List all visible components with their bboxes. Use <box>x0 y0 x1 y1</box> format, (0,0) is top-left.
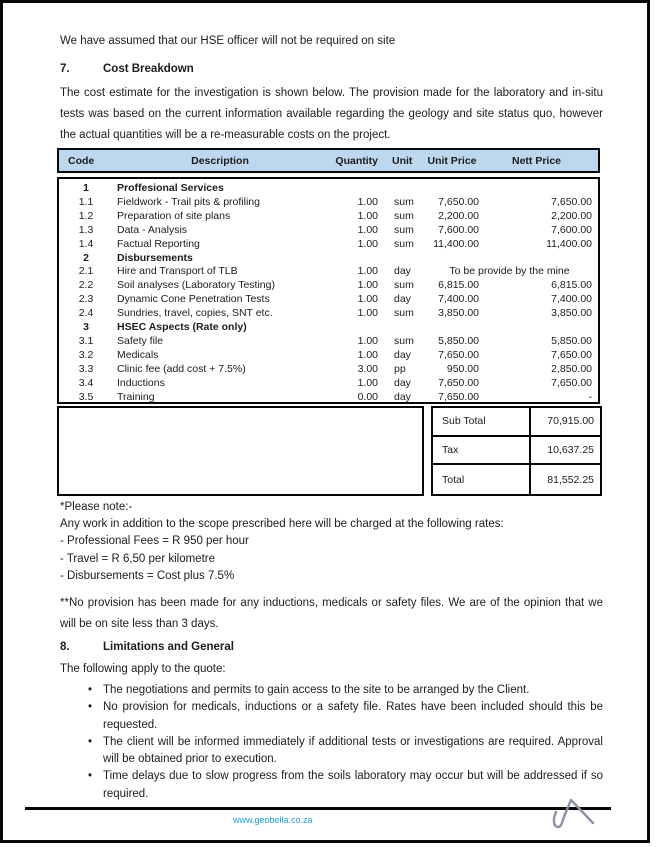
cost-table-header <box>57 148 600 173</box>
cell-code: 3.2 <box>78 348 94 361</box>
cell-nett-price <box>479 321 594 335</box>
cell-description: Proffesional Services <box>117 182 224 194</box>
cell-unit <box>378 321 425 335</box>
column-header-nett-price: Nett Price <box>511 154 562 167</box>
totals-row <box>433 465 600 494</box>
cell-nett-price: - <box>588 390 592 403</box>
column-header-code: Code <box>68 154 95 167</box>
cell-quantity <box>327 321 378 335</box>
cell-unit-price <box>425 321 479 335</box>
cell-description: Sundries, travel, copies, SNT etc. <box>117 307 273 320</box>
cell-unit-price: 11,400.00 <box>433 237 479 250</box>
cell-quantity: 1.00 <box>357 209 378 222</box>
column-header-description: Description <box>191 154 249 167</box>
cell-description: Data - Analysis <box>117 223 188 236</box>
cell-unit-price: 7,600.00 <box>438 223 479 236</box>
totals-label: Tax <box>433 437 531 464</box>
table-row <box>59 182 598 196</box>
cell-nett-price <box>479 252 594 266</box>
cell-nett-price: 3,850.00 <box>551 307 592 320</box>
table-row <box>59 238 598 252</box>
section-7-title: Cost Breakdown <box>103 63 194 75</box>
cell-unit: day <box>394 376 411 389</box>
column-header-unit: Unit <box>392 154 413 167</box>
table-row <box>59 196 598 210</box>
rate-line: - Disbursements = Cost plus 7.5% <box>60 569 235 582</box>
cell-quantity <box>327 182 378 196</box>
cell-description: Clinic fee (add cost + 7.5%) <box>117 362 246 375</box>
cell-quantity: 1.00 <box>357 376 378 389</box>
cell-description: Factual Reporting <box>117 237 200 250</box>
section-8-number: 8. <box>60 641 70 653</box>
table-row <box>59 307 598 321</box>
cell-description: Soil analyses (Laboratory Testing) <box>117 279 275 292</box>
section-8-heading <box>60 641 603 653</box>
cell-description: Preparation of site plans <box>117 209 231 222</box>
cell-unit-price: 7,400.00 <box>438 293 479 306</box>
cell-description: Fieldwork - Trail pits & profiling <box>117 195 260 208</box>
cell-nett-price: 7,650.00 <box>551 195 592 208</box>
cell-code: 3.4 <box>78 376 94 389</box>
cell-unit: day <box>394 348 411 361</box>
limitation-bullet: • The client will be informed immediately if additional tests or investigations are required. Approval will be obtained prior to execution. <box>60 734 603 769</box>
provision-note: **No provision has been made for any inductions, medicals or safety files. We are of the opinion that we will be on site less than 3 days. <box>60 597 603 630</box>
table-row <box>59 224 598 238</box>
intro-note: We have assumed that our HSE officer will not be required on site <box>60 35 396 47</box>
cell-nett-price: 7,650.00 <box>551 376 592 389</box>
section-7-number: 7. <box>60 63 70 75</box>
cell-code: 3.1 <box>78 334 94 347</box>
cell-unit: day <box>394 390 411 403</box>
cell-description: Disbursements <box>117 251 193 264</box>
totals-label: Sub Total <box>433 408 531 435</box>
cell-nett-price: 6,815.00 <box>551 279 592 292</box>
please-note-block <box>60 499 603 585</box>
cell-unit: sum <box>394 195 414 208</box>
cost-table-empty-box <box>57 406 424 496</box>
table-row <box>59 321 598 335</box>
limitation-bullet: • The negotiations and permits to gain access to the site to be arranged by the Client. <box>60 682 603 699</box>
cell-nett-price: 2,200.00 <box>551 209 592 222</box>
totals-row <box>433 408 600 437</box>
rates-list <box>60 533 603 585</box>
table-row <box>59 279 598 293</box>
cell-code: 2 <box>83 251 89 264</box>
cell-code: 1.3 <box>78 223 94 236</box>
table-row <box>59 293 598 307</box>
cell-description: HSEC Aspects (Rate only) <box>117 321 247 334</box>
cell-code: 1.4 <box>78 237 94 250</box>
cell-unit-price: 5,850.00 <box>438 334 479 347</box>
rate-line: - Travel = R 6,50 per kilometre <box>60 552 215 565</box>
cell-code: 3.5 <box>78 390 94 403</box>
cell-nett-price: 7,650.00 <box>551 348 592 361</box>
pen-scribble-mark <box>541 795 605 835</box>
cell-code: 3 <box>83 321 89 334</box>
table-row <box>59 210 598 224</box>
cell-description: Dynamic Cone Penetration Tests <box>117 293 270 306</box>
rate-line: - Professional Fees = R 950 per hour <box>60 535 249 548</box>
cell-unit-price: 7,650.00 <box>438 348 479 361</box>
cell-code: 1.1 <box>78 195 94 208</box>
cell-quantity: 1.00 <box>357 195 378 208</box>
cell-unit-price: 7,650.00 <box>438 390 479 403</box>
please-note-title: *Please note:- <box>60 501 133 513</box>
cell-unit-price: 3,850.00 <box>438 307 479 320</box>
cell-unit: sum <box>394 223 414 236</box>
cell-unit-price: 2,200.00 <box>438 209 479 222</box>
limitations-bullet-list <box>60 682 603 803</box>
cell-unit: pp <box>394 362 406 375</box>
totals-value: 81,552.25 <box>547 473 594 486</box>
cell-quantity: 1.00 <box>357 334 378 347</box>
cell-quantity: 1.00 <box>357 348 378 361</box>
totals-box <box>431 406 602 496</box>
cell-quantity: 1.00 <box>357 237 378 250</box>
section-7-heading <box>60 63 603 75</box>
cell-quantity: 1.00 <box>357 265 378 278</box>
section-7-paragraph: The cost estimate for the investigation is shown below. The provision made for the laboratory and in-situ tests was based on the current information available regarding the geology and site status quo, however the actual quantities will be a re-measurable costs on the project. <box>60 87 603 141</box>
cell-unit: sum <box>394 237 414 250</box>
cell-unit: day <box>394 293 411 306</box>
column-header-unit-price: Unit Price <box>427 154 477 167</box>
cell-unit-price: 7,650.00 <box>438 376 479 389</box>
cell-nett-price <box>479 182 594 196</box>
cell-nett-price: 2,850.00 <box>551 362 592 375</box>
cell-unit: sum <box>394 307 414 320</box>
footer-divider <box>25 807 611 810</box>
cell-quantity: 1.00 <box>357 293 378 306</box>
section-8-intro: The following apply to the quote: <box>60 663 226 675</box>
cell-nett-price: 11,400.00 <box>546 237 592 250</box>
table-row <box>59 377 598 391</box>
table-row <box>59 265 598 279</box>
cost-table-body <box>57 177 600 404</box>
footer-website-link[interactable]: www.geobella.co.za <box>233 815 313 825</box>
totals-value: 10,637.25 <box>547 443 594 456</box>
cell-unit-price: 950.00 <box>446 362 479 375</box>
totals-label: Total <box>433 465 531 494</box>
cell-quantity: 3.00 <box>357 362 378 375</box>
cell-quantity <box>327 252 378 266</box>
cell-code: 3.3 <box>78 362 94 375</box>
table-row <box>59 349 598 363</box>
cell-unit-price <box>425 182 479 196</box>
cell-nett-price: 7,600.00 <box>551 223 592 236</box>
table-row <box>59 363 598 377</box>
table-row <box>59 335 598 349</box>
section-8-title: Limitations and General <box>103 641 234 653</box>
cell-unit-price: 7,650.00 <box>438 195 479 208</box>
table-row <box>59 252 598 266</box>
cell-unit-price: 6,815.00 <box>438 279 479 292</box>
cell-description: Hire and Transport of TLB <box>117 265 238 278</box>
cell-nett-price: 5,850.00 <box>551 334 592 347</box>
cell-unit: sum <box>394 334 414 347</box>
cell-code: 2.3 <box>78 293 94 306</box>
cell-description: Medicals <box>117 348 159 361</box>
cell-quantity: 0.00 <box>357 390 378 403</box>
cell-code: 2.2 <box>78 279 94 292</box>
totals-row <box>433 437 600 466</box>
cell-quantity: 1.00 <box>357 307 378 320</box>
totals-value: 70,915.00 <box>547 415 594 428</box>
cell-unit: day <box>394 265 411 278</box>
cell-description: Inductions <box>117 376 165 389</box>
cell-unit: sum <box>394 279 414 292</box>
table-row <box>59 391 598 405</box>
column-header-quantity: Quantity <box>335 154 378 167</box>
cell-nett-price: 7,400.00 <box>551 293 592 306</box>
limitation-bullet: • Time delays due to slow progress from the soils laboratory may occur but will be addressed if so required. <box>60 768 603 803</box>
cell-code: 2.1 <box>78 265 94 278</box>
cell-quantity: 1.00 <box>357 223 378 236</box>
cell-price-note: To be provide by the mine <box>449 265 570 278</box>
limitation-bullet: • No provision for medicals, inductions or a safety file. Rates have been included should this be requested. <box>60 699 603 734</box>
cell-quantity: 1.00 <box>357 279 378 292</box>
cell-unit <box>378 182 425 196</box>
please-note-intro: Any work in addition to the scope prescribed here will be charged at the following rates: <box>60 518 504 531</box>
cell-code: 1.2 <box>78 209 94 222</box>
cell-description: Training <box>117 390 155 403</box>
cell-unit: sum <box>394 209 414 222</box>
cell-unit-price <box>425 252 479 266</box>
cell-description: Safety file <box>117 334 164 347</box>
cell-unit <box>378 252 425 266</box>
cell-code: 1 <box>83 182 89 194</box>
cell-code: 2.4 <box>78 307 94 320</box>
